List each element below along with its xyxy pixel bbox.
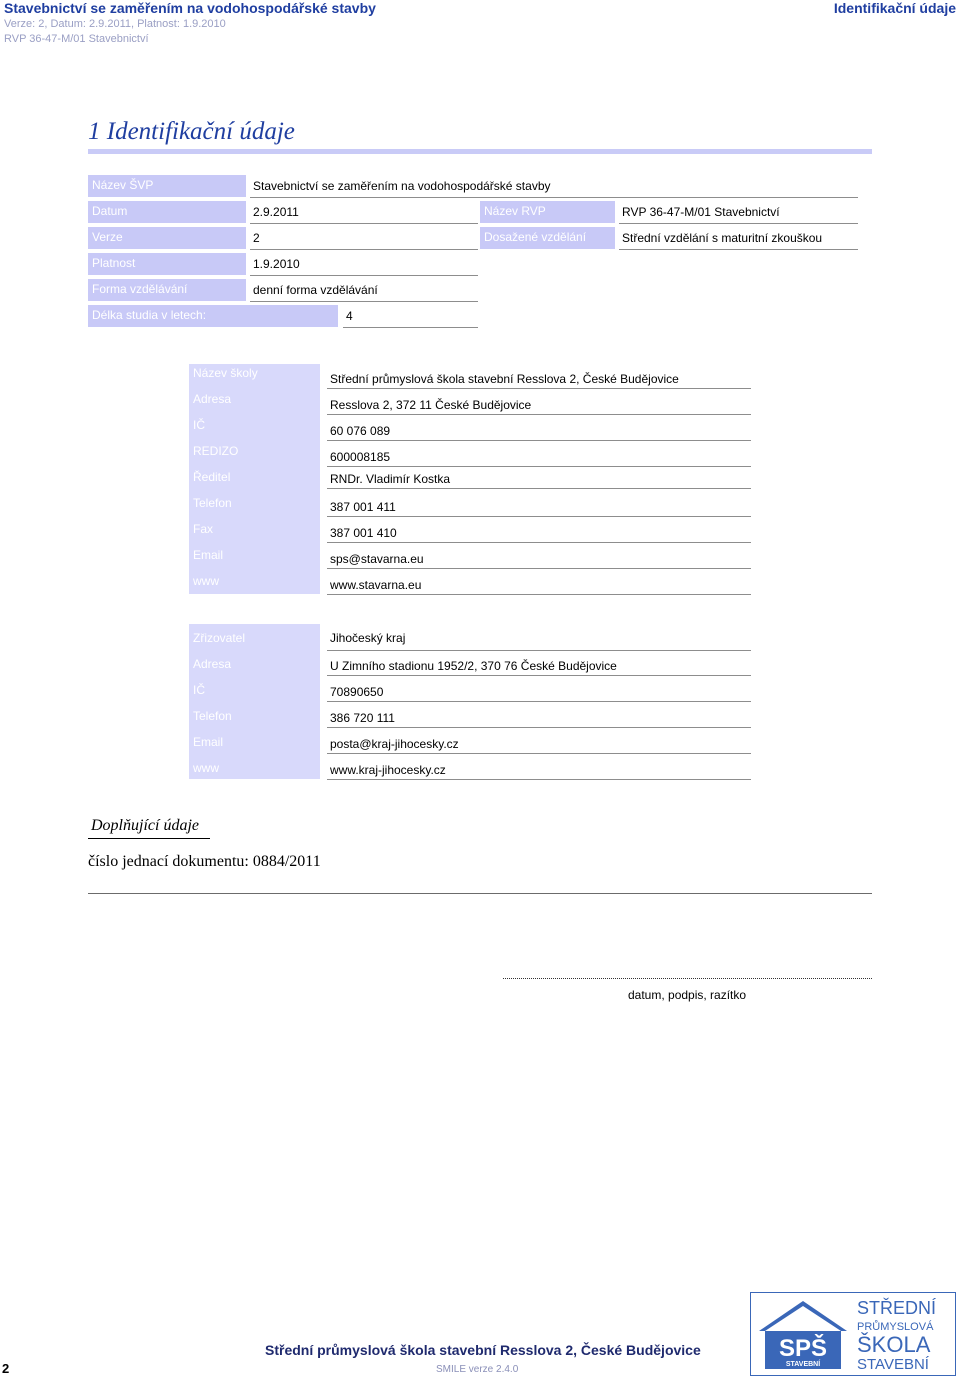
founder-label-email: Email [193,735,224,749]
school-value-telefon: 387 001 411 [327,500,751,517]
label-verze: Verze [88,227,246,249]
label-forma-vzdelavani: Forma vzdělávání [88,279,246,301]
founder-value-telefon: 386 720 111 [327,711,751,728]
school-value-ic: 60 076 089 [327,424,751,441]
signature-caption: datum, podpis, razítko [628,988,747,1002]
heading-underline [88,149,872,154]
header-title: Stavebnictví se zaměřením na vodohospodářské stavby [4,0,376,16]
logo-line-2: PRŮMYSLOVÁ [857,1321,934,1333]
school-logo [750,1292,956,1376]
school-label-adresa: Adresa [193,392,232,406]
founder-label-zrizovatel: Zřizovatel [193,631,246,645]
founder-label-adresa: Adresa [193,657,232,671]
value-verze: 2 [250,231,478,250]
footer-version: SMILE verze 2.4.0 [436,1364,519,1375]
page-heading: 1 Identifikační údaje [88,118,295,145]
label-delka-studia: Délka studia v letech: [88,305,338,327]
school-value-www: www.stavarna.eu [327,578,751,595]
value-forma-vzdelavani: denní forma vzdělávání [250,283,478,302]
supplementary-title: Doplňující údaje [91,817,199,834]
footer-school-name: Střední průmyslová škola stavební Resslova 2, České Budějovice [265,1342,701,1358]
school-label-reditel: Ředitel [193,470,231,484]
founder-label-ic: IČ [193,683,205,697]
value-nazev-svp: Stavebnictví se zaměřením na vodohospodářské stavby [250,179,858,198]
value-platnost: 1.9.2010 [250,257,478,276]
school-value-nazev: Střední průmyslová škola stavební Resslova 2, České Budějovice [327,372,751,389]
founder-value-zrizovatel: Jihočeský kraj [327,631,751,651]
school-label-telefon: Telefon [193,496,232,510]
label-datum: Datum [88,201,246,223]
logo-roof-icon [759,1301,847,1331]
founder-value-www: www.kraj-jihocesky.cz [327,763,751,780]
logo-line-1: STŘEDNÍ [857,1298,937,1318]
label-dosazene-vzdelani: Dosažené vzdělání [480,227,615,249]
label-nazev-rvp: Název RVP [480,201,615,223]
page-number: 2 [2,1361,10,1376]
founder-label-telefon: Telefon [193,709,232,723]
value-delka-studia: 4 [343,309,478,328]
value-datum: 2.9.2011 [250,205,478,224]
signature-line [503,978,872,979]
school-label-fax: Fax [193,522,214,536]
header-section-title: Identifikační údaje [833,0,956,16]
label-platnost: Platnost [88,253,246,275]
supplementary-title-underline [88,838,210,839]
school-label-ic: IČ [193,418,205,432]
logo-mark-sub: STAVEBNÍ [785,1361,821,1368]
founder-label-www: www [193,761,219,775]
header-version-line: Verze: 2, Datum: 2.9.2011, Platnost: 1.9.2010 [4,18,226,30]
founder-value-adresa: U Zimního stadionu 1952/2, 370 76 České Budějovice [327,659,751,676]
logo-line-3: ŠKOLA [857,1332,931,1357]
value-nazev-rvp: RVP 36-47-M/01 Stavebnictví [619,205,858,224]
school-value-adresa: Resslova 2, 372 11 České Budějovice [327,398,751,415]
value-dosazene-vzdelani: Střední vzdělání s maturitní zkouškou [619,231,858,250]
document-reference-number: číslo jednací dokumentu: 0884/2011 [88,853,321,870]
school-value-reditel: RNDr. Vladimír Kostka [327,472,751,489]
header-rvp-line: RVP 36-47-M/01 Stavebnictví [4,33,149,45]
divider-line [88,893,872,894]
label-nazev-svp: Název ŠVP [88,175,246,197]
school-label-nazev: Název školy [193,366,258,380]
school-label-redizo: REDIZO [193,444,239,458]
school-logo-graphic [751,1293,955,1375]
logo-mark: SPŠ [778,1335,828,1362]
founder-value-email: posta@kraj-jihocesky.cz [327,737,751,754]
school-value-fax: 387 001 410 [327,526,751,543]
school-label-email: Email [193,548,224,562]
school-value-redizo: 600008185 [327,450,751,467]
founder-value-ic: 70890650 [327,685,751,702]
school-value-email: sps@stavarna.eu [327,552,751,569]
school-label-www: www [193,574,219,588]
logo-line-4: STAVEBNÍ [857,1356,929,1373]
